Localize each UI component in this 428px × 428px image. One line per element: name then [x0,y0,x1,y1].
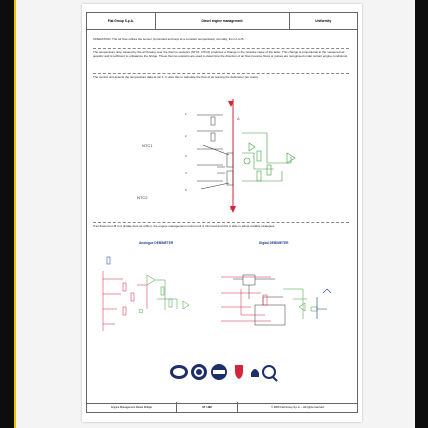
page-number: 97 / 392 [177,402,238,412]
iveco-logo-icon [263,366,277,381]
debimeter-diagram [127,91,327,221]
footer-title: Engine Management Diesel Multijet [87,402,177,412]
ferrari-logo-icon [235,365,243,379]
digital-debimeter-caption: Digital DEBIMETER [259,241,289,245]
brand-logos [165,359,285,385]
pin-label: 3 [185,154,187,158]
maserati-logo-icon [251,369,259,377]
digital-debimeter-schematic [213,249,353,341]
left-border [0,0,14,428]
pin-label: 1 [185,112,187,116]
paragraph-operation: OPERATION: The air flow strikes the sensor (controlled and kept at a constant temperature) normally, from A to B. [93,37,245,41]
header-section: Uniformity [315,19,332,23]
footer-copyright: © 2006 Fiat Group S.p.A. – All rights reserved [271,405,324,409]
analogue-debimeter-schematic [97,249,215,339]
pin-label: 2 [185,134,187,138]
page-header [87,13,357,30]
header-title: Diesel engine management [156,13,290,29]
divider [93,73,349,74]
arrow-a-label: A [237,116,240,121]
arrow-b-label: B [230,206,233,211]
paragraph-temperature: The temperature drop caused by the air flowing over the thermo-resistors (NTC1, NTC2) produces a change in the resistive value of the latter. This change is proportional to the measured air quantity and is sufficient to unbalance the bridge. These thermo-resistors are used to determine the direction of air flow (reverse flows or pulses are recognised under certain engine conditions). [93,50,349,58]
ntc1-label: NTC1 [142,143,153,148]
paragraph-control-unit: The control unit detects the temperature data at pin 1. It uses this to calculate the flow of air leaving the debimeter (air mass). [93,75,259,79]
page-footer [86,402,358,413]
divider [93,222,349,223]
analogue-debimeter-caption: Analogue DEBIMETER [139,241,174,245]
lancia-logo-icon [211,364,227,380]
pin-label: 5 [185,188,187,192]
divider [93,48,349,49]
ntc2-label: NTC2 [137,195,148,200]
fiat-logo-icon [170,365,188,379]
header-company: Fiat Group S.p.A. [87,13,156,29]
right-border [415,0,428,428]
document-page [82,4,362,422]
paragraph-reflux: If air flows from B to A (intake duct air reflux), the engine management control unit is informed and this is able to adopt suitable strategies. [93,224,276,228]
pin-label: 4 [185,171,187,175]
page-frame [86,12,358,404]
gold-accent-line [14,0,16,428]
alfa-romeo-logo-icon [191,364,207,380]
